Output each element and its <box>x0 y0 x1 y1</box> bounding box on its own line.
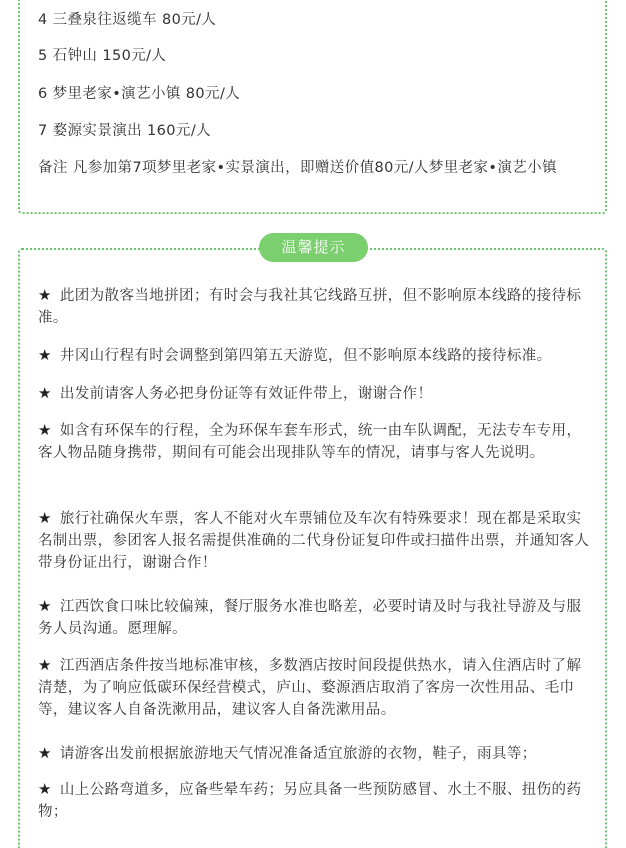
pricing-box <box>18 0 607 214</box>
tip-7 <box>38 654 593 721</box>
star-icon: ★ <box>38 509 52 527</box>
star-icon: ★ <box>38 656 52 674</box>
tip-text: 出发前请客人务必把身份证等有效证件带上，谢谢合作！ <box>59 386 433 402</box>
tip-2 <box>38 344 593 367</box>
tip-text: 井冈山行程有时会调整到第四第五天游览，但不影响原本线路的接待标准。 <box>59 348 552 364</box>
item-4: 4 三叠泉往返缆车 80元/人 <box>38 12 217 28</box>
note-text: 备注 凡参加第7项梦里老家•实景演出，即赠送价值80元/人梦里老家•演艺小镇 <box>38 160 557 176</box>
item-6: 6 梦里老家•演艺小镇 80元/人 <box>38 86 241 102</box>
star-icon: ★ <box>38 780 52 798</box>
tip-5 <box>38 507 593 574</box>
tip-9 <box>38 778 593 823</box>
tip-8 <box>38 742 593 765</box>
item-7: 7 婺源实景演出 160元/人 <box>38 123 212 139</box>
tip-text: 山上公路弯道多，应备些晕车药；另应具备一些预防感冒、水土不服、扭伤的药物； <box>38 782 582 820</box>
tip-text: 请游客出发前根据旅游地天气情况准备适宜旅游的衣物，鞋子，雨具等； <box>59 746 537 762</box>
tip-6 <box>38 595 593 640</box>
tip-text: 旅行社确保火车票，客人不能对火车票铺位及车次有特殊要求！现在都是采取实名制出票，参团客人报名需提供准确的二代身份证复印件或扫描件出票，并通知客人带身份证出行，谢谢合作！ <box>38 511 590 571</box>
tip-3 <box>38 382 593 405</box>
star-icon: ★ <box>38 346 52 364</box>
star-icon: ★ <box>38 421 52 439</box>
item-5: 5 石钟山 150元/人 <box>38 48 167 64</box>
tip-text: 此团为散客当地拼团；有时会与我社其它线路互拼，但不影响原本线路的接待标准。 <box>38 288 582 326</box>
tip-text: 如含有环保车的行程，全为环保车套车形式，统一由车队调配，无法专车专用，客人物品随身携带，期间有可能会出现排队等车的情况，请事与客人先说明。 <box>38 423 582 461</box>
star-icon: ★ <box>38 597 52 615</box>
tips-title: 温馨提示 <box>259 233 368 262</box>
star-icon: ★ <box>38 286 52 304</box>
tip-text: 江西酒店条件按当地标准审核，多数酒店按时间段提供热水，请入住酒店时了解清楚，为了响应低碳环保经营模式，庐山、婺源酒店取消了客房一次性用品、毛巾等，建议客人自备洗漱用品，建议客人自备洗漱用品。 <box>38 658 582 718</box>
tip-1 <box>38 284 593 329</box>
tip-text: 江西饮食口味比较偏辣，餐厅服务水准也略差，必要时请及时与我社导游及与服务人员沟通。愿理解。 <box>38 599 582 637</box>
star-icon: ★ <box>38 384 52 402</box>
star-icon: ★ <box>38 744 52 762</box>
tip-4 <box>38 419 593 464</box>
